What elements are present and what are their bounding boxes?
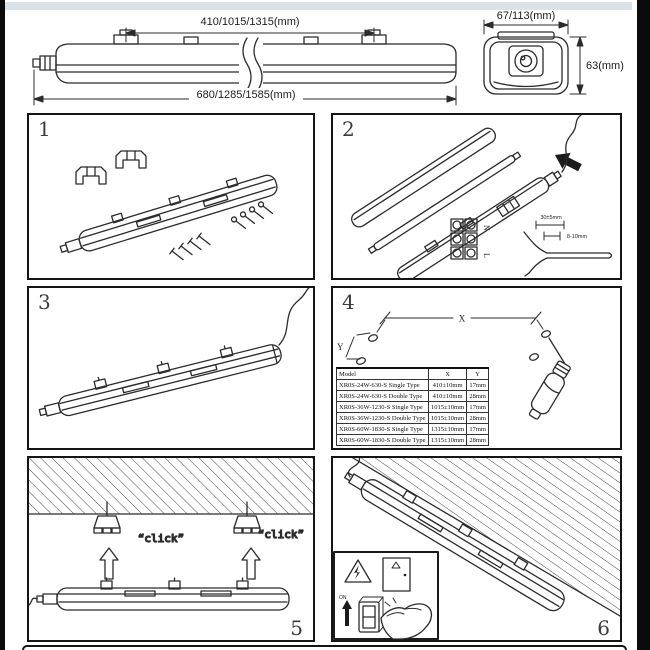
dim-label-end-width: 67/113(mm) xyxy=(496,10,556,22)
table-row xyxy=(337,424,489,435)
col-header-model: Model xyxy=(337,368,429,380)
dimension-drawing xyxy=(6,8,636,108)
step-number: 4 xyxy=(342,290,355,314)
y-axis-label: Y xyxy=(337,342,344,352)
break-symbol xyxy=(239,38,263,90)
up-arrow-icon xyxy=(242,548,260,579)
dim-label-overall: 680/1285/1585(mm) xyxy=(196,89,296,101)
click-label: “click” xyxy=(257,528,305,541)
fixture-side-view xyxy=(33,16,456,105)
on-label: ON xyxy=(339,595,347,601)
terminal-label-l: L xyxy=(482,253,491,258)
y-cell: 28mm xyxy=(467,435,489,446)
fixture-end-view xyxy=(484,10,624,94)
drill-drawing xyxy=(525,338,573,422)
y-cell: 28mm xyxy=(467,391,489,402)
power-on-inset xyxy=(334,552,438,639)
model-cell: XR0S-36W-1230-S Double Type xyxy=(337,413,429,424)
dim-label-clip-span: 410/1015/1315(mm) xyxy=(200,16,300,28)
y-cell: 17mm xyxy=(467,424,489,435)
step-panel-1 xyxy=(27,113,315,280)
x-cell: 1315±10mm xyxy=(428,424,466,435)
dim-y xyxy=(346,333,370,359)
strip-dim-bottom: 8-10mm xyxy=(566,234,588,240)
x-cell: 1015±10mm xyxy=(428,413,466,424)
step-number: 3 xyxy=(38,290,51,314)
latch-clip xyxy=(304,37,318,44)
latch-clip xyxy=(184,37,198,44)
step-number: 5 xyxy=(290,616,303,640)
col-header-y: Y xyxy=(467,368,489,380)
parts-drawing xyxy=(29,115,313,278)
table-row xyxy=(337,391,489,402)
model-cell: XR0S-60W-1830-S Single Type xyxy=(337,424,429,435)
fixture-body xyxy=(35,333,283,422)
x-cell: 1015±10mm xyxy=(428,402,466,413)
model-spec-table xyxy=(336,367,489,446)
up-arrow-icon xyxy=(100,548,118,579)
model-cell: XR0S-36W-1230-S Single Type xyxy=(337,402,429,413)
drill-holes xyxy=(356,330,552,366)
step-panel-6 xyxy=(331,456,622,642)
step-panel-4 xyxy=(331,286,622,450)
col-header-x: X xyxy=(428,368,466,380)
step-panel-3 xyxy=(27,286,315,450)
table-row xyxy=(337,380,489,391)
ceiling-hatch xyxy=(29,458,313,514)
mounting-clip xyxy=(116,151,146,168)
model-cell: XR0S-60W-1830-S Double Type xyxy=(337,435,429,446)
step-number: 6 xyxy=(597,616,610,640)
next-page-panel-edge xyxy=(22,645,627,650)
insert-arrow-icon xyxy=(551,147,584,176)
power-cable xyxy=(29,598,37,605)
fixture-body xyxy=(37,578,289,610)
right-black-border xyxy=(637,0,650,650)
mounting-clip xyxy=(76,167,106,184)
step-panel-2 xyxy=(331,113,622,280)
assembled-fixture-drawing xyxy=(29,288,313,448)
y-cell: 17mm xyxy=(467,380,489,391)
installed-fixture-drawing xyxy=(333,458,620,640)
terminal-label-n: N xyxy=(482,225,491,231)
y-cell: 28mm xyxy=(467,413,489,424)
table-row xyxy=(337,435,489,446)
model-cell: XR0S-24W-630-S Double Type xyxy=(337,391,429,402)
table-row xyxy=(337,413,489,424)
table-row xyxy=(337,402,489,413)
wire-strip-diagram xyxy=(524,215,612,276)
power-switch-icon xyxy=(359,597,383,632)
x-cell: 410±10mm xyxy=(428,391,466,402)
dim-label-end-height: 63(mm) xyxy=(586,60,624,72)
x-axis-label: X xyxy=(458,313,466,324)
y-cell: 17mm xyxy=(467,402,489,413)
power-cable xyxy=(279,288,311,345)
dim-end-height xyxy=(570,37,586,94)
model-cell: XR0S-24W-630-S Single Type xyxy=(337,380,429,391)
step-panel-5 xyxy=(27,456,315,642)
ceiling-mount-drawing xyxy=(29,458,313,640)
x-cell: 1315±10mm xyxy=(428,435,466,446)
x-cell: 410±10mm xyxy=(428,380,466,391)
step-number: 2 xyxy=(342,117,355,141)
strip-dim-top: 30±5mm xyxy=(540,215,562,221)
click-label: “click” xyxy=(137,532,185,545)
assembly-drawing xyxy=(333,115,620,278)
screws xyxy=(170,233,212,262)
left-black-border xyxy=(0,0,5,650)
cable-gland xyxy=(33,56,56,70)
step-number: 1 xyxy=(38,117,51,141)
